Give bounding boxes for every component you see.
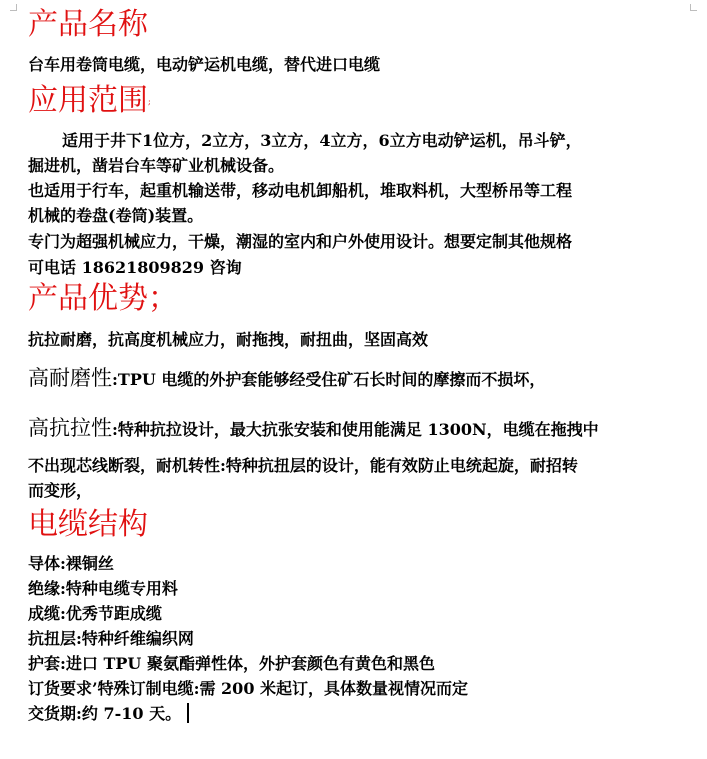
delivery-text: 交货期:约 7-10 天。 <box>28 704 182 723</box>
product-name-text: 台车用卷筒电缆，电动铲运机电缆，替代进口电缆 <box>28 55 381 74</box>
page-corner-mark-right <box>690 4 697 11</box>
structure-cabling: 成缆:优秀节距成缆 <box>28 604 162 623</box>
application-line-5: 专门为超强机械应力，干燥，潮湿的室内和户外使用设计。想要定制其他规格 <box>28 232 573 251</box>
wear-text: :TPU 电缆的外护套能够经受住矿石长时间的摩擦而不损坏， <box>112 370 546 389</box>
text-cursor <box>187 703 189 723</box>
advantage-wear-resistance <box>28 366 545 392</box>
application-line-4: 机械的卷盘(卷筒)装置。 <box>28 206 204 225</box>
structure-anti-torsion: 抗扭层:特种纤维编织网 <box>28 629 194 648</box>
heading-structure: 电缆结构 <box>28 507 148 542</box>
wear-label: 高耐磨性 <box>28 366 112 390</box>
structure-sheath: 护套:进口 TPU 聚氨酯弹性体，外护套颜色有黄色和黑色 <box>28 654 435 673</box>
application-line-2: 掘进机，凿岩台车等矿业机械设备。 <box>28 156 285 175</box>
tensile-label: 高抗拉性 <box>28 416 112 440</box>
heading-application <box>28 83 151 118</box>
heading-application-mark: ; <box>148 97 151 106</box>
advantage-tensile-cont-2: 而变形， <box>28 481 93 500</box>
page-corner-mark-left <box>10 4 17 11</box>
heading-advantages: 产品优势； <box>28 281 178 316</box>
advantage-tensile <box>28 416 599 442</box>
heading-application-text: 应用范围 <box>28 83 148 118</box>
advantage-tensile-cont-1: 不出现芯线断裂，耐机转性:特种抗扭层的设计，能有效防止电统起旋，耐招转 <box>28 456 578 475</box>
structure-ordering: 订货要求’特殊订制电缆:需 200 米起订，具体数量视情况而定 <box>28 679 469 698</box>
structure-insulation: 绝缘:特种电缆专用料 <box>28 579 178 598</box>
structure-conductor: 导体:裸铜丝 <box>28 554 114 573</box>
application-line-6: 可电话 18621809829 咨询 <box>28 258 242 277</box>
application-line-1: 适用于井下1位方，2立方，3立方，4立方，6立方电动铲运机，吊斗铲， <box>62 131 582 150</box>
heading-product-name: 产品名称 <box>28 7 148 42</box>
structure-delivery[interactable] <box>28 701 189 726</box>
application-line-3: 也适用于行车，起重机输送带，移动电机卸船机，堆取料机，大型桥吊等工程 <box>28 181 573 200</box>
advantages-summary: 抗拉耐磨，抗高度机械应力，耐拖拽，耐扭曲，坚固高效 <box>28 330 429 349</box>
tensile-text: :特种抗拉设计，最大抗张安装和使用能满足 1300N，电缆在拖拽中 <box>112 420 599 439</box>
